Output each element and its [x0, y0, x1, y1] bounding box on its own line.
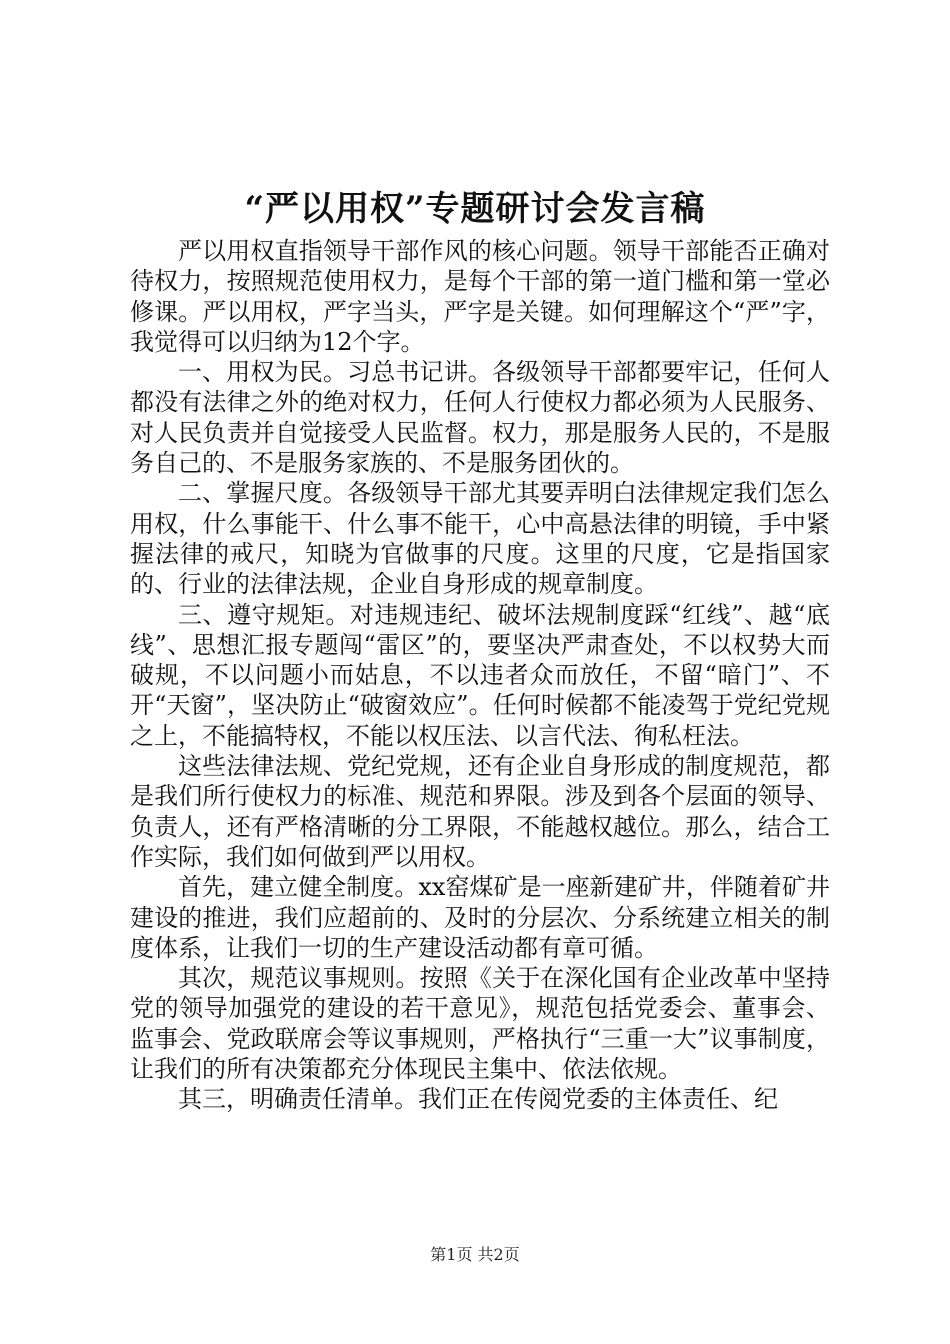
paragraph-1: 严以用权直指领导干部作风的核心问题。领导干部能否正确对待权力，按照规范使用权力，是每个干部的第一道门槛和第一堂必修课。严以用权，严字当头，严字是关键。如何理解这个“严”字，我觉得可以归纳为12个字。 — [130, 237, 830, 356]
document-title: “严以用权”专题研讨会发言稿 — [244, 189, 706, 229]
paragraph-5: 这些法律法规、党纪党规，还有企业自身形成的制度规范，都是我们所行使权力的标准、规范和界限。涉及到各个层面的领导、负责人，还有严格清晰的分工界限，不能越权越位。那么，结合工作实际，我们如何做到严以用权。 — [130, 752, 830, 871]
paragraph-6: 首先，建立健全制度。xx窑煤矿是一座新建矿井，伴随着矿井建设的推进，我们应超前的、及时的分层次、分系统建立相关的制度体系，让我们一切的生产建设活动都有章可循。 — [130, 873, 830, 962]
document-body — [130, 236, 830, 1115]
paragraph-2: 一、用权为民。习总书记讲。各级领导干部都要牢记，任何人都没有法律之外的绝对权力，任何人行使权力都必须为人民服务、对人民负责并自觉接受人民监督。权力，那是服务人民的，不是服务自己的、不是服务家族的、不是服务团伙的。 — [130, 358, 830, 478]
paragraph-8: 其三，明确责任清单。我们正在传阅党委的主体责任、纪 — [178, 1085, 778, 1114]
paragraph-3: 二、掌握尺度。各级领导干部尤其要弄明白法律规定我们怎么用权，什么事能干、什么事不能干，心中高悬法律的明镜，手中紧握法律的戒尺，知晓为官做事的尺度。这里的尺度，它是指国家的、行业的法律法规，企业自身形成的规章制度。 — [130, 479, 830, 599]
paragraph-4: 三、遵守规矩。对违规违纪、破坏法规制度踩“红线”、越“底线”、思想汇报专题闯“雷区”的，要坚决严肃查处，不以权势大而破规，不以问题小而姑息，不以违者众而放任，不留“暗门”、不开“天窗”，坚决防止“破窗效应”。任何时候都不能凌驾于党纪党规之上，不能搞特权，不能以权压法、以言代法、徇私枉法。 — [130, 600, 830, 750]
page-footer: 第1页 共2页 — [430, 1245, 520, 1264]
paragraph-7: 其次，规范议事规则。按照《关于在深化国有企业改革中坚持党的领导加强党的建设的若干意见》，规范包括党委会、董事会、监事会、党政联席会等议事规则，严格执行“三重一大”议事制度，让我们的所有决策都充分体现民主集中、依法依规。 — [130, 964, 830, 1084]
